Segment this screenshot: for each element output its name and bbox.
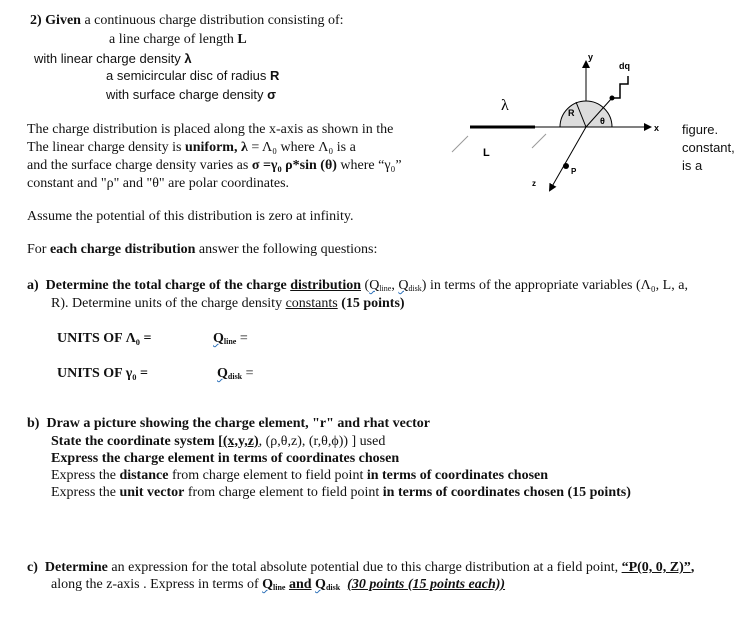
q-disk-symbol xyxy=(217,366,242,381)
part-a-line-2 xyxy=(51,296,405,312)
disc-radius: R xyxy=(270,68,280,83)
part-c-points: (30 points (15 points each)) xyxy=(347,577,506,592)
part-b-line4-d: in terms of coordinates chosen xyxy=(366,468,549,483)
assume-line: Assume the potential of this distribution is zero at infinity. xyxy=(27,209,354,224)
description-line-1: The charge distribution is placed along the x-axis as shown in the xyxy=(27,122,394,137)
fig-P: P xyxy=(571,167,577,176)
part-c-label: c) xyxy=(27,560,38,575)
part-c-and: and xyxy=(288,577,312,592)
fig-dq: dq xyxy=(619,61,630,71)
description-right-3: is a xyxy=(682,158,703,173)
for-each-line xyxy=(27,242,377,258)
part-b-line4-a: Express the xyxy=(51,468,116,483)
disc-text: a semicircular disc of radius xyxy=(106,68,267,83)
part-a-charges: ($Q_{line}$, $Q_{disk}$) xyxy=(364,278,427,293)
part-a-text1-rest: in terms of the appropriate variables (Λ₀, L, a, xyxy=(429,278,688,293)
axis-tick-mid xyxy=(532,134,546,148)
lambda-symbol: λ xyxy=(184,51,192,66)
surface-density-item xyxy=(106,87,276,102)
description-line-3 xyxy=(27,158,402,174)
units-lambda-row xyxy=(57,331,151,347)
problem-header xyxy=(30,13,344,29)
part-b-line4-b: distance xyxy=(119,468,169,483)
part-c-determine: Determine xyxy=(44,560,108,575)
for-c: answer the following questions: xyxy=(198,242,378,257)
problem-number: 2) xyxy=(30,13,42,28)
q-line-sub: line xyxy=(379,284,392,293)
axis-tick-left xyxy=(452,136,468,152)
fig-z: z xyxy=(532,179,536,188)
q-line-answer-letter: Q xyxy=(213,331,224,346)
part-b-line-2 xyxy=(51,434,385,450)
description-right-2: constant, xyxy=(682,140,735,155)
given-word: Given xyxy=(45,13,81,28)
units-gamma-label: UNITS OF γ₀ = xyxy=(57,366,148,381)
part-b-line-5 xyxy=(51,485,631,501)
desc-line2-b: uniform, λ xyxy=(184,140,248,155)
part-c-q-disk-sub: disk xyxy=(325,583,341,592)
part-b-line5-b: unit vector xyxy=(119,485,185,500)
q-disk-answer-sub: disk xyxy=(227,372,243,381)
sigma-symbol: σ xyxy=(267,87,277,102)
part-b-line-4 xyxy=(51,468,548,484)
part-a-text1: Determine the total charge of the charge xyxy=(45,278,287,293)
surface-density-label: with surface charge density xyxy=(106,87,264,102)
part-a-distribution: distribution xyxy=(290,278,362,293)
part-a-points: (15 points) xyxy=(341,296,405,311)
part-b-line-1 xyxy=(27,416,430,432)
desc-line3-a: and the surface charge density varies as xyxy=(27,158,249,173)
dq-box xyxy=(612,76,628,98)
desc-line3-c: where “γ₀” xyxy=(340,158,402,173)
part-b-xyz: (x,y,z) xyxy=(222,434,259,449)
q-disk-row xyxy=(217,366,254,382)
line-charge-item xyxy=(109,32,247,48)
q-disk-inline xyxy=(398,278,421,293)
q-disk-letter: Q xyxy=(398,278,409,293)
part-b-line1-text: Draw a picture showing the charge element, "r" and rhat vector xyxy=(46,416,430,431)
q-line-letter: Q xyxy=(369,278,380,293)
q-line-inline xyxy=(369,278,391,293)
description-right-1: figure. xyxy=(682,122,719,137)
fig-lambda: λ xyxy=(501,97,509,114)
part-a-label: a) xyxy=(27,278,39,293)
line-charge-length: L xyxy=(237,32,247,47)
part-b-line5-d: in terms of coordinates chosen (15 points) xyxy=(382,485,631,500)
description-line-2 xyxy=(27,140,356,156)
part-c-line1-b: an expression for the total absolute potential due to this charge distribution at a field point, xyxy=(111,560,619,575)
part-a-text2-a: R). Determine units of the charge density xyxy=(51,296,283,311)
q-line-answer-sub: line xyxy=(223,337,237,346)
for-b: each charge distribution xyxy=(49,242,196,257)
part-c-q-line xyxy=(262,577,285,592)
units-lambda-label: UNITS OF Λ₀ = xyxy=(57,331,152,346)
part-a-line-1 xyxy=(27,278,688,294)
part-c-q-line-sub: line xyxy=(273,583,286,592)
q-line-row xyxy=(213,331,248,347)
q-line-equals: = xyxy=(239,331,248,346)
part-b-line-3 xyxy=(51,451,399,467)
part-a-constants: constants xyxy=(285,296,338,311)
fig-L: L xyxy=(483,147,490,159)
q-disk-equals: = xyxy=(245,366,254,381)
part-b-line4-c: from charge element to field point xyxy=(171,468,364,483)
given-rest: a continuous charge distribution consisting of: xyxy=(84,13,344,28)
linear-density-item xyxy=(34,51,192,66)
part-c-field-point: “P(0, 0, Z)” xyxy=(621,560,691,575)
fig-theta: θ xyxy=(600,116,605,126)
part-b-label: b) xyxy=(27,416,40,431)
desc-line2-c: = Λ₀ where Λ₀ is a xyxy=(251,140,356,155)
z-axis xyxy=(550,127,586,190)
linear-density-label: with linear charge density xyxy=(34,51,181,66)
units-gamma-row xyxy=(57,366,148,382)
part-b-line2-a: State the coordinate system [ xyxy=(51,434,223,449)
description-line-4: constant and "ρ" and "θ" are polar coordinates. xyxy=(27,176,290,191)
disc-item xyxy=(106,68,279,83)
q-line-symbol xyxy=(213,331,236,346)
part-b-line5-a: Express the xyxy=(51,485,116,500)
part-b-line3-text: Express the charge element in terms of coordinates chosen xyxy=(51,451,400,466)
line-charge-text: a line charge of length xyxy=(109,32,234,47)
q-disk-answer-letter: Q xyxy=(217,366,228,381)
fig-R: R xyxy=(568,108,575,118)
for-a: For xyxy=(27,242,47,257)
desc-line2-a: The linear charge density is xyxy=(27,140,182,155)
fig-x: x xyxy=(654,123,660,133)
part-b-line5-c: from charge element to field point xyxy=(187,485,380,500)
part-c-line2-a: along the z-axis . Express in terms of xyxy=(51,577,259,592)
field-point-dot xyxy=(563,163,569,169)
part-c-q-disk xyxy=(315,577,340,592)
charge-distribution-figure xyxy=(440,40,680,200)
desc-line3-b: σ =γ₀ ρ*sin (θ) xyxy=(251,158,337,173)
fig-y: y xyxy=(588,52,594,62)
part-c-q-disk-letter: Q xyxy=(315,577,326,592)
part-c-line-1 xyxy=(27,560,694,576)
part-c-line-2 xyxy=(51,577,505,593)
part-b-line2-b: , (ρ,θ,z), (r,θ,ϕ)) ] used xyxy=(258,434,386,449)
q-disk-sub: disk xyxy=(408,284,422,293)
part-c-q-line-letter-2: Q xyxy=(262,577,274,592)
part-c-comma: , xyxy=(690,560,695,575)
